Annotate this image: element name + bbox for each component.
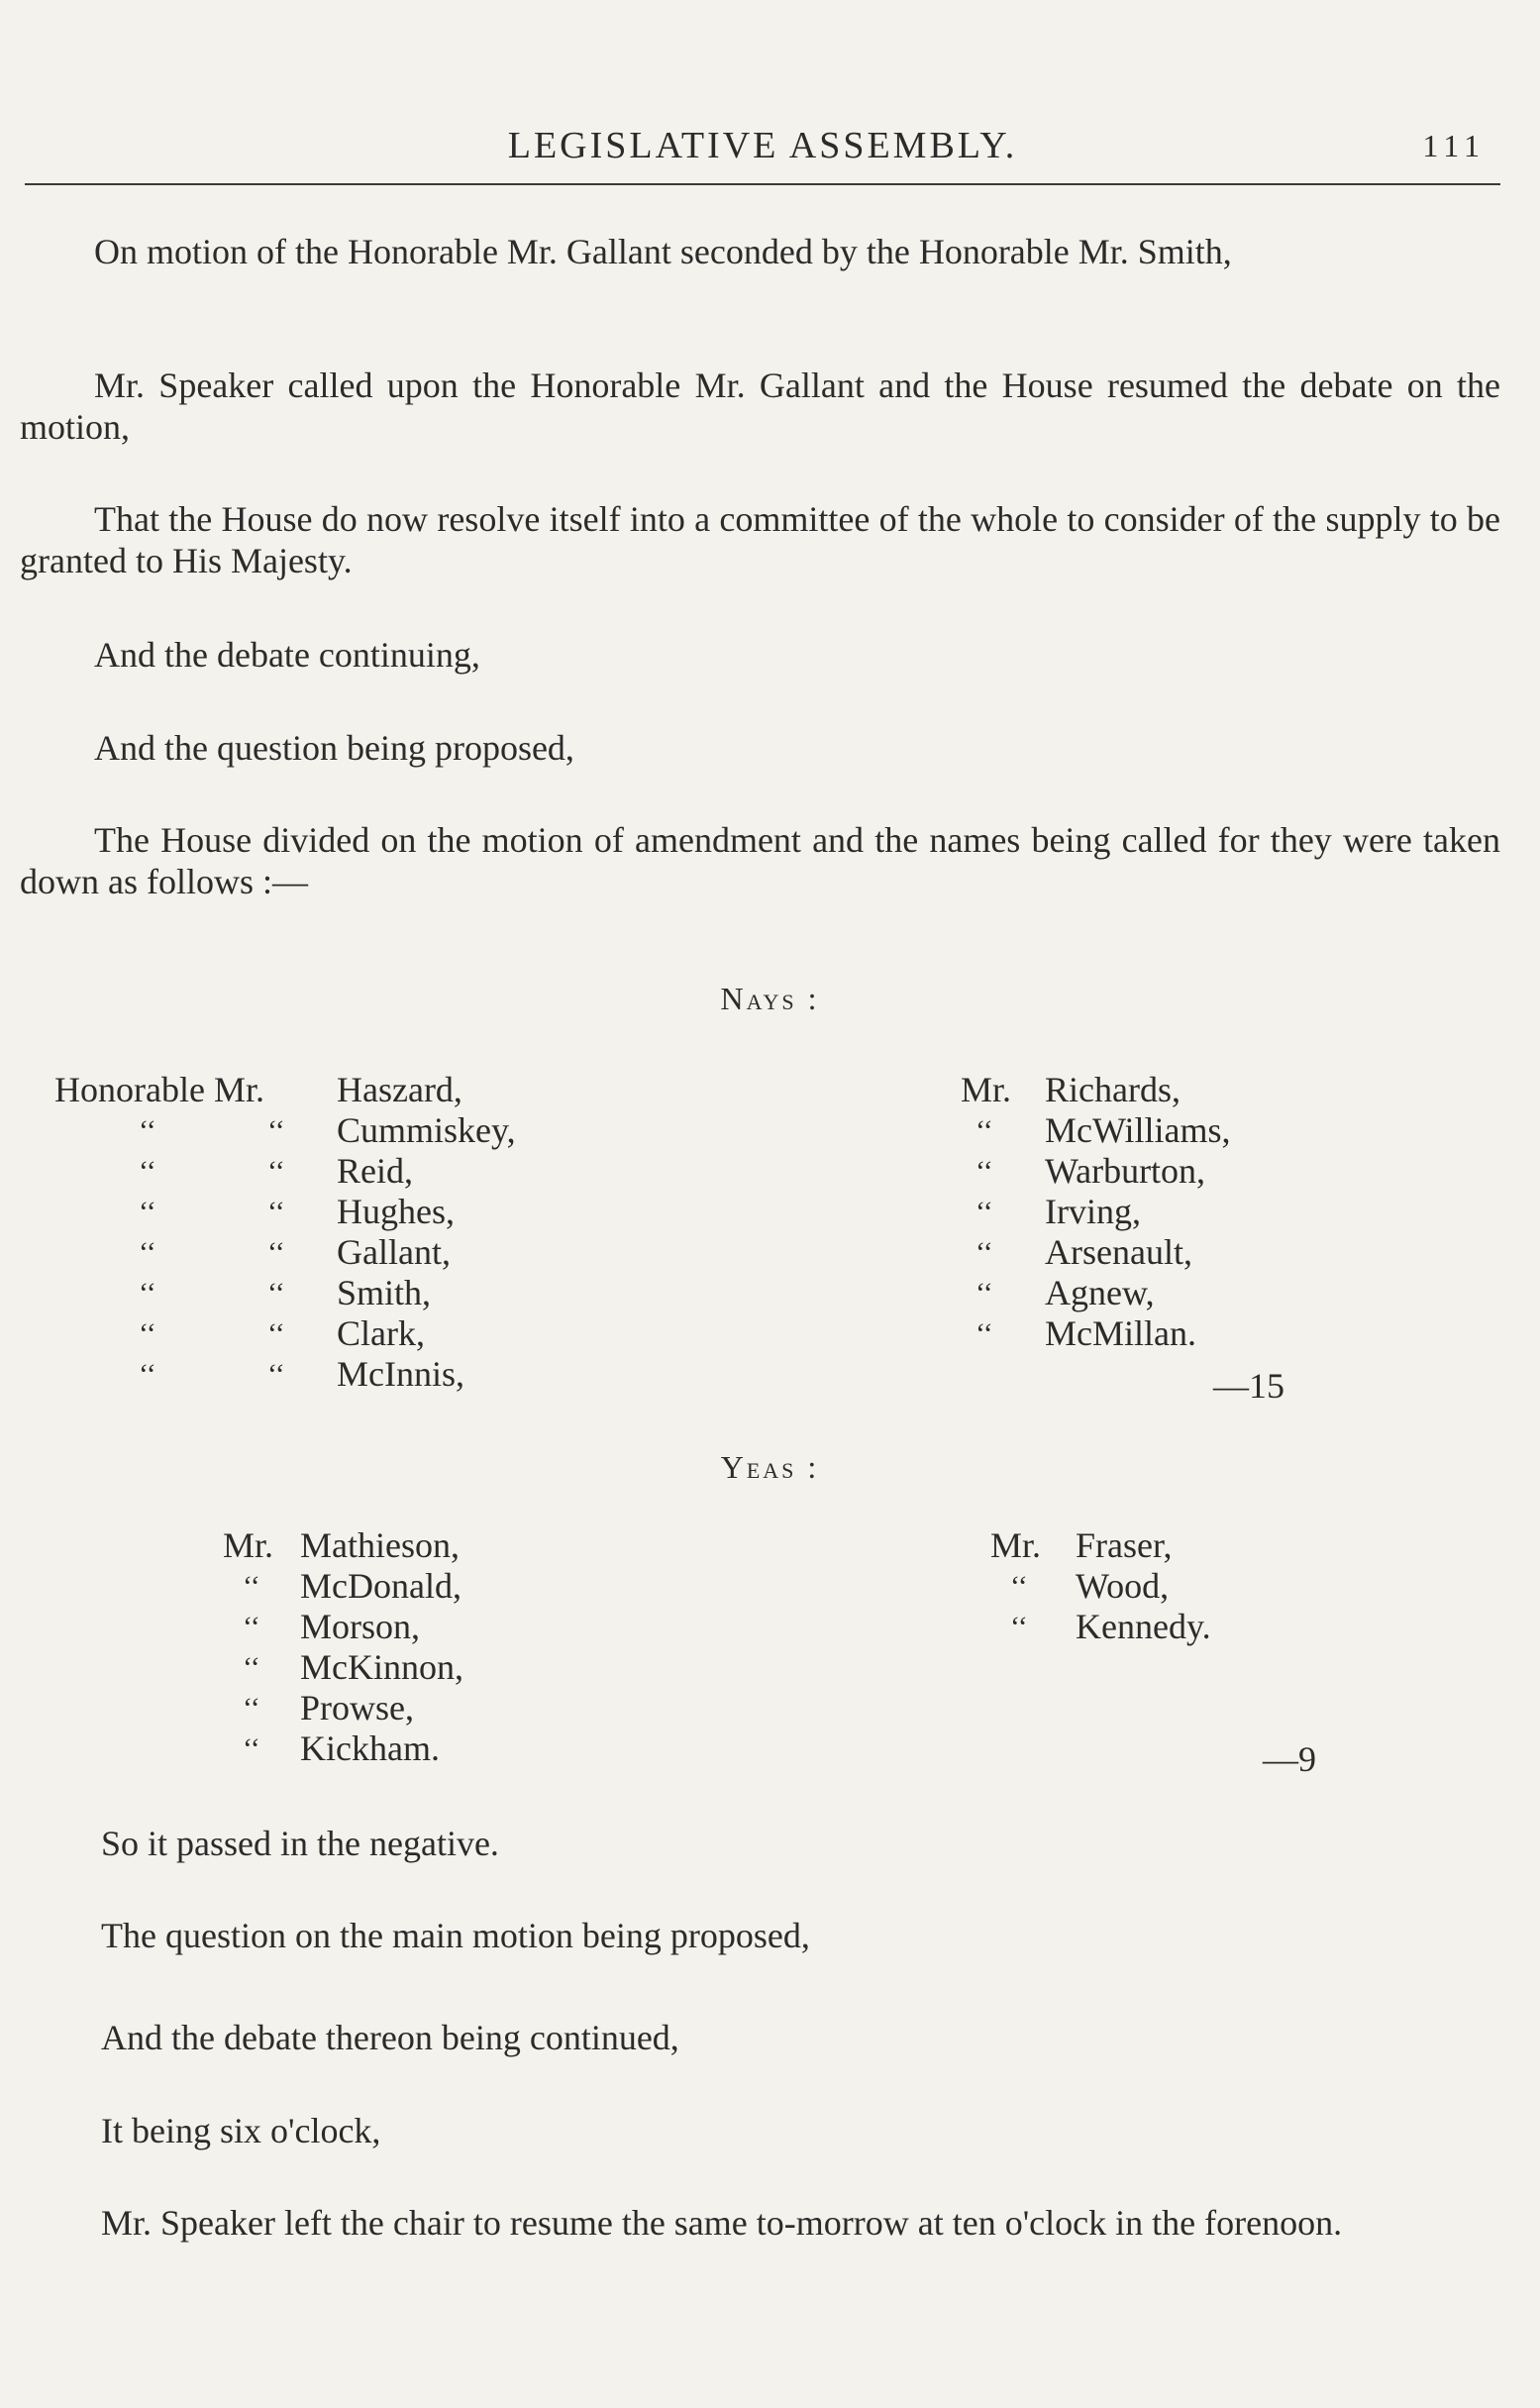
ditto-mark: ‘‘ [139, 1236, 156, 1269]
paragraph-six-oclock [20, 2110, 1500, 2151]
member-name: Prowse, [300, 1688, 414, 1727]
name-row [223, 1647, 668, 1688]
member-name: McMillan. [1045, 1313, 1196, 1353]
paragraph-text: And the debate thereon being continued, [101, 2018, 679, 2057]
ditto-mark: ‘‘ [975, 1236, 993, 1269]
ditto-mark: ‘‘ [975, 1155, 993, 1188]
yeas-left-column [223, 1525, 668, 1769]
name-row [223, 1566, 668, 1607]
name-row [961, 1151, 1406, 1192]
member-name: Kickham. [300, 1728, 440, 1768]
name-row [54, 1354, 649, 1395]
paragraph-text: The question on the main motion being proposed, [101, 1916, 810, 1955]
paragraph-question [20, 727, 1500, 769]
member-name: Clark, [337, 1313, 425, 1353]
paragraph-text: So it passed in the negative. [101, 1824, 499, 1863]
member-name: Haszard, [337, 1070, 462, 1109]
nays-right-column [961, 1070, 1406, 1354]
member-name: Smith, [337, 1273, 432, 1312]
paragraph-text: On motion of the Honorable Mr. Gallant seconded by the Honorable Mr. Smith, [94, 232, 1232, 271]
paragraph-continued [20, 2017, 1500, 2058]
ditto-mark: ‘‘ [139, 1155, 156, 1188]
ditto-mark: ‘‘ [267, 1277, 285, 1309]
member-name: Warburton, [1045, 1151, 1206, 1191]
name-row [223, 1607, 668, 1647]
paragraph-text: That the House do now resolve itself into a committee of the whole to consider of the supply to be granted to His Majesty. [20, 499, 1500, 580]
ditto-mark: ‘‘ [243, 1692, 260, 1725]
paragraph-speaker [20, 365, 1500, 448]
ditto-mark: ‘‘ [267, 1317, 285, 1350]
ditto-mark: ‘‘ [267, 1196, 285, 1228]
name-row [54, 1273, 649, 1313]
member-name: Agnew, [1045, 1273, 1155, 1312]
name-row [961, 1232, 1406, 1273]
ditto-mark: ‘‘ [975, 1196, 993, 1228]
title-prefix: Honorable Mr. [54, 1070, 264, 1109]
member-name: Irving, [1045, 1192, 1141, 1231]
page-number: 111 [1422, 128, 1486, 163]
member-name: Hughes, [337, 1192, 455, 1231]
ditto-mark: ‘‘ [139, 1114, 156, 1147]
ditto-mark: ‘‘ [139, 1358, 156, 1391]
paragraph-text: The House divided on the motion of amendment and the names being called for they were taken down as follows :— [20, 820, 1500, 901]
title-prefix: Mr. [223, 1525, 274, 1565]
name-row [54, 1192, 649, 1232]
yeas-right-column [990, 1525, 1386, 1647]
nays-left-column [54, 1070, 649, 1395]
page-header [25, 124, 1500, 185]
name-row [990, 1566, 1386, 1607]
ditto-mark: ‘‘ [243, 1732, 260, 1765]
member-name: Morson, [300, 1607, 421, 1646]
name-row [54, 1070, 649, 1110]
yeas-total: —9 [1263, 1739, 1316, 1779]
member-name: McWilliams, [1045, 1110, 1231, 1150]
member-name: Gallant, [337, 1232, 451, 1272]
ditto-mark: ‘‘ [975, 1114, 993, 1147]
member-name: Cummiskey, [337, 1110, 516, 1150]
ditto-mark: ‘‘ [975, 1277, 993, 1309]
paragraph-negative [20, 1823, 1500, 1864]
ditto-mark: ‘‘ [139, 1277, 156, 1309]
ditto-mark: ‘‘ [1010, 1611, 1028, 1643]
name-row [223, 1688, 668, 1728]
name-row [961, 1070, 1406, 1110]
ditto-mark: ‘‘ [267, 1236, 285, 1269]
paragraph-resolve [20, 498, 1500, 581]
ditto-mark: ‘‘ [139, 1196, 156, 1228]
paragraph-division [20, 819, 1500, 902]
name-row [990, 1607, 1386, 1647]
name-row [961, 1273, 1406, 1313]
ditto-mark: ‘‘ [139, 1317, 156, 1350]
member-name: McKinnon, [300, 1647, 463, 1687]
ditto-mark: ‘‘ [243, 1570, 260, 1603]
paragraph-text: Mr. Speaker left the chair to resume the same to-morrow at ten o'clock in the forenoon. [101, 2203, 1343, 2243]
name-row [54, 1110, 649, 1151]
running-title: LEGISLATIVE ASSEMBLY. [507, 125, 1018, 166]
name-row [961, 1192, 1406, 1232]
ditto-mark: ‘‘ [1010, 1570, 1028, 1603]
name-row [990, 1525, 1386, 1566]
ditto-mark: ‘‘ [267, 1114, 285, 1147]
member-name: Arsenault, [1045, 1232, 1192, 1272]
name-row [54, 1151, 649, 1192]
paragraph-motion [20, 231, 1500, 272]
member-name: McDonald, [300, 1566, 462, 1606]
paragraph-debate [20, 634, 1500, 676]
name-row [223, 1525, 668, 1566]
name-row [54, 1313, 649, 1354]
ditto-mark: ‘‘ [267, 1358, 285, 1391]
ditto-mark: ‘‘ [267, 1155, 285, 1188]
member-name: Kennedy. [1076, 1607, 1211, 1646]
paragraph-text: And the question being proposed, [94, 728, 574, 768]
member-name: McInnis, [337, 1354, 464, 1394]
member-name: Fraser, [1076, 1525, 1173, 1565]
name-row [54, 1232, 649, 1273]
name-row [961, 1110, 1406, 1151]
member-name: Mathieson, [300, 1525, 460, 1565]
member-name: Richards, [1045, 1070, 1181, 1109]
name-row [223, 1728, 668, 1769]
yeas-heading: Yeas : [720, 1449, 820, 1485]
paragraph-text: Mr. Speaker called upon the Honorable Mr. Gallant and the House resumed the debate on the motion, [20, 366, 1500, 447]
paragraph-text: And the debate continuing, [94, 635, 480, 675]
name-row [961, 1313, 1406, 1354]
paragraph-adjourn [20, 2202, 1500, 2244]
nays-heading: Nays : [720, 981, 820, 1016]
paragraph-main-motion [20, 1915, 1500, 1956]
member-name: Wood, [1076, 1566, 1170, 1606]
title-prefix: Mr. [961, 1070, 1012, 1109]
ditto-mark: ‘‘ [243, 1651, 260, 1684]
ditto-mark: ‘‘ [243, 1611, 260, 1643]
member-name: Reid, [337, 1151, 413, 1191]
paragraph-text: It being six o'clock, [101, 2111, 381, 2150]
title-prefix: Mr. [990, 1525, 1042, 1565]
nays-total: —15 [1213, 1366, 1284, 1406]
ditto-mark: ‘‘ [975, 1317, 993, 1350]
